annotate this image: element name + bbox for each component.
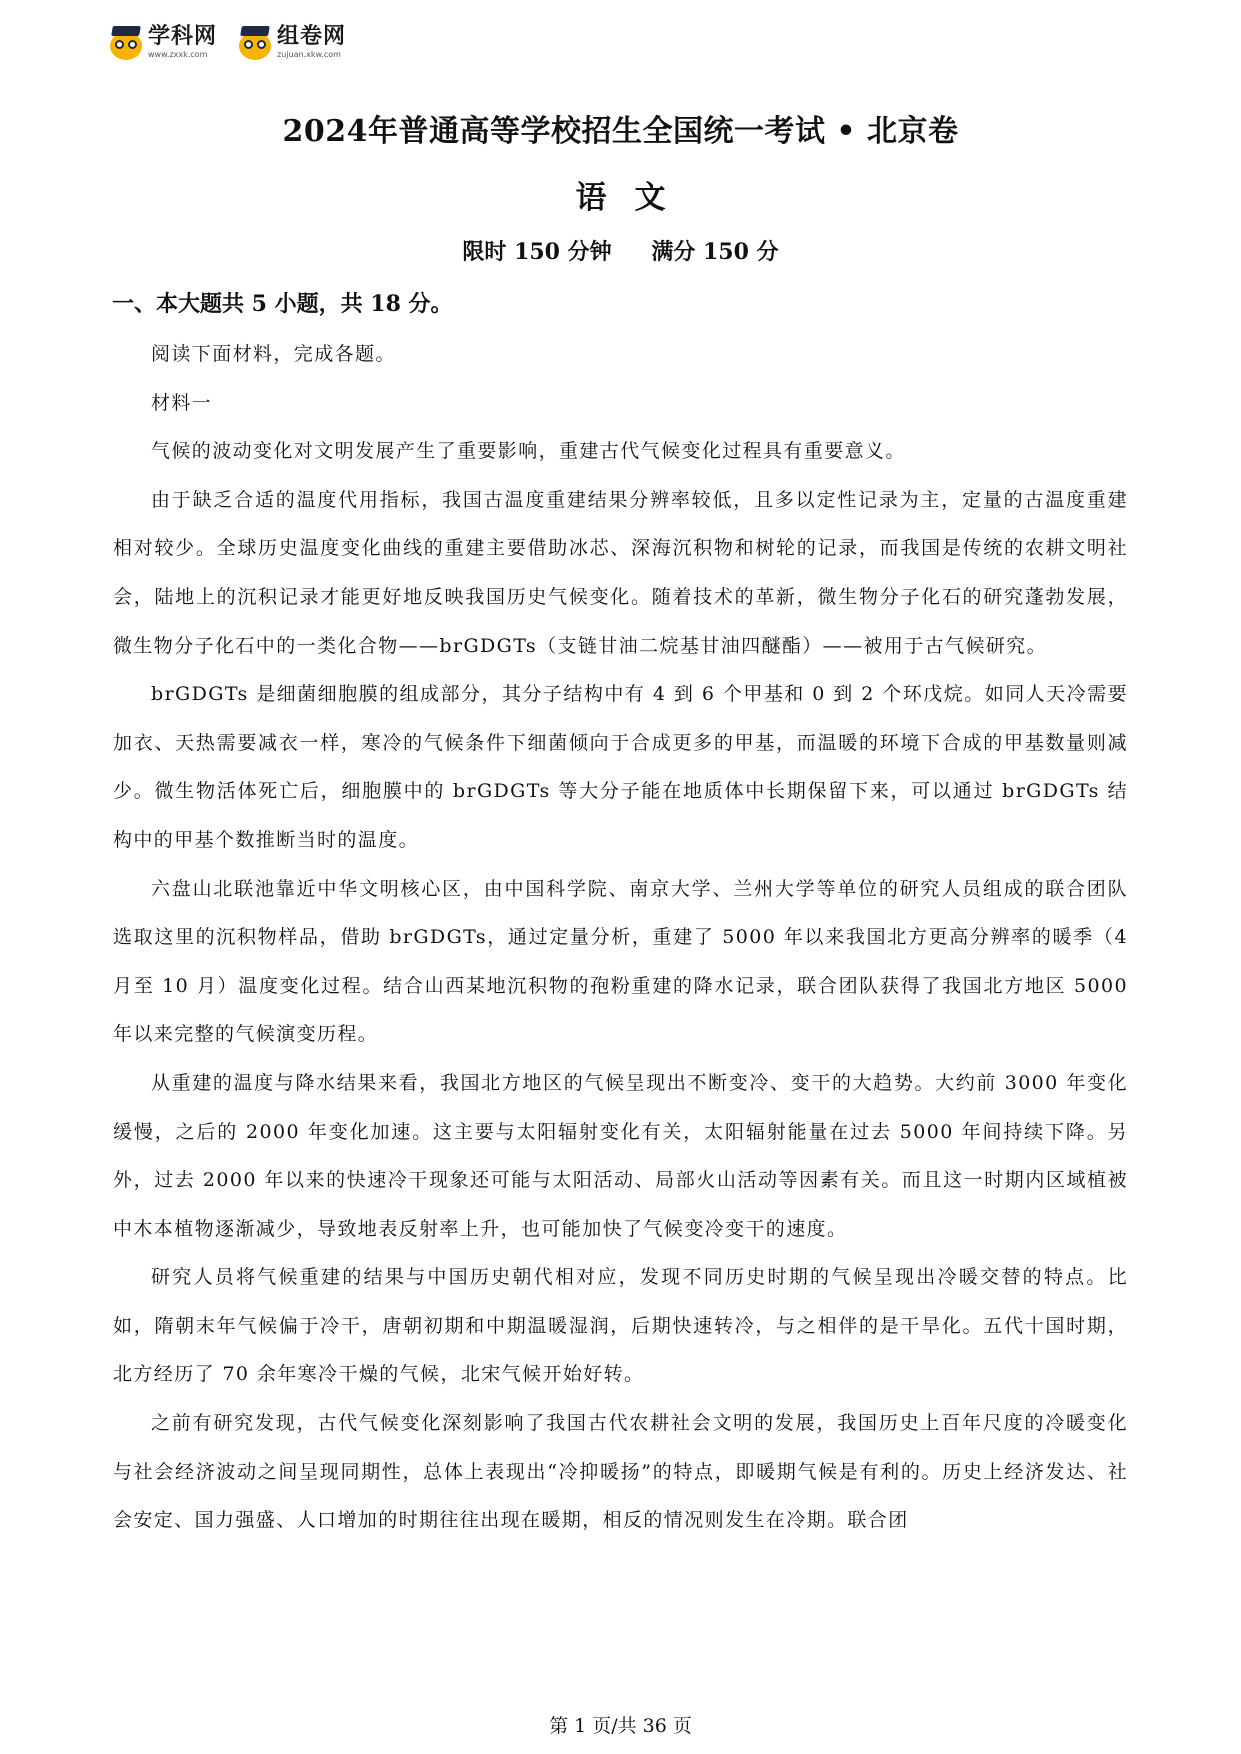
time-limit: 限时 150 分钟	[462, 239, 612, 265]
material-label: 材料一	[151, 391, 213, 414]
page-number: 第 1 页/共 36 页	[549, 1715, 692, 1737]
paragraph: brGDGTs 是细菌细胞膜的组成部分，其分子结构中有 4 到 6 个甲基和 0 到 2 个环戊烷。如同人天冷需要加衣、天热需要减衣一样，寒冷的气候条件下细菌倾向于合成更多的甲基，而温暖的环境下合成的甲基数量则减少。微生物活体死亡后，细胞膜中的 brGDGTs 等大分子能在地质体中长期保留下来，可以通过 brGDGTs 结构中的甲基个数推断当时的温度。	[113, 683, 1128, 851]
reading-material	[113, 330, 1128, 1545]
paragraph: 之前有研究发现，古代气候变化深刻影响了我国古代农耕社会文明的发展，我国历史上百年尺度的冷暖变化与社会经济波动之间呈现同期性，总体上表现出“冷抑暖扬”的特点，即暖期气候是有利的。历史上经济发达、社会安定、国力强盛、人口增加的时期往往出现在暖期，相反的情况则发生在冷期。联合团	[113, 1412, 1128, 1532]
exam-title: 2024年普通高等学校招生全国统一考试 • 北京卷	[282, 114, 959, 149]
logo-name: 学科网	[148, 23, 218, 49]
header-logos	[108, 20, 366, 64]
logo-name: 组卷网	[277, 23, 347, 49]
section-heading: 一、本大题共 5 小题，共 18 分。	[112, 291, 453, 317]
logo-url: zujuan.xkw.com	[277, 49, 341, 59]
logo-url: www.zxxk.com	[148, 49, 208, 59]
paragraph: 由于缺乏合适的温度代用指标，我国古温度重建结果分辨率较低，且多以定性记录为主，定量的古温度重建相对较少。全球历史温度变化曲线的重建主要借助冰芯、深海沉积物和树轮的记录，而我国是传统的农耕文明社会，陆地上的沉积记录才能更好地反映我国历史气候变化。随着技术的革新，微生物分子化石的研究蓬勃发展，微生物分子化石中的一类化合物——brGDGTs（支链甘油二烷基甘油四醚酯）——被用于古气候研究。	[113, 488, 1128, 657]
instruction-text: 阅读下面材料，完成各题。	[151, 343, 396, 365]
mascot-icon	[108, 24, 144, 60]
subject-title: 语文	[575, 180, 694, 216]
xuekewang-logo	[108, 24, 217, 60]
exam-info	[0, 235, 1241, 266]
full-score: 满分 150 分	[651, 239, 779, 265]
mascot-icon	[237, 24, 273, 60]
paragraph: 气候的波动变化对文明发展产生了重要影响，重建古代气候变化过程具有重要意义。	[151, 440, 906, 463]
paragraph: 六盘山北联池靠近中华文明核心区，由中国科学院、南京大学、兰州大学等单位的研究人员组成的联合团队选取这里的沉积物样品，借助 brGDGTs，通过定量分析，重建了 5000 年以来我国北方更高分辨率的暖季（4 月至 10 月）温度变化过程。结合山西某地沉积物的孢粉重建的降水记录，联合团队获得了我国北方地区 5000 年以来完整的气候演变历程。	[113, 877, 1128, 1046]
paragraph: 从重建的温度与降水结果来看，我国北方地区的气候呈现出不断变冷、变干的大趋势。大约前 3000 年变化缓慢，之后的 2000 年变化加速。这主要与太阳辐射变化有关，太阳辐射能量在过去 5000 年间持续下降。另外，过去 2000 年以来的快速冷干现象还可能与太阳活动、局部火山活动等因素有关。而且这一时期内区域植被中木本植物逐渐减少，导致地表反射率上升，也可能加快了气候变冷变干的速度。	[113, 1071, 1128, 1240]
paragraph: 研究人员将气候重建的结果与中国历史朝代相对应，发现不同历史时期的气候呈现出冷暖交替的特点。比如，隋朝末年气候偏于冷干，唐朝初期和中期温暖湿润，后期快速转冷，与之相伴的是干旱化。五代十国时期，北方经历了 70 余年寒冷干燥的气候，北宋气候开始好转。	[113, 1266, 1128, 1386]
zujuanwang-logo	[237, 24, 346, 60]
